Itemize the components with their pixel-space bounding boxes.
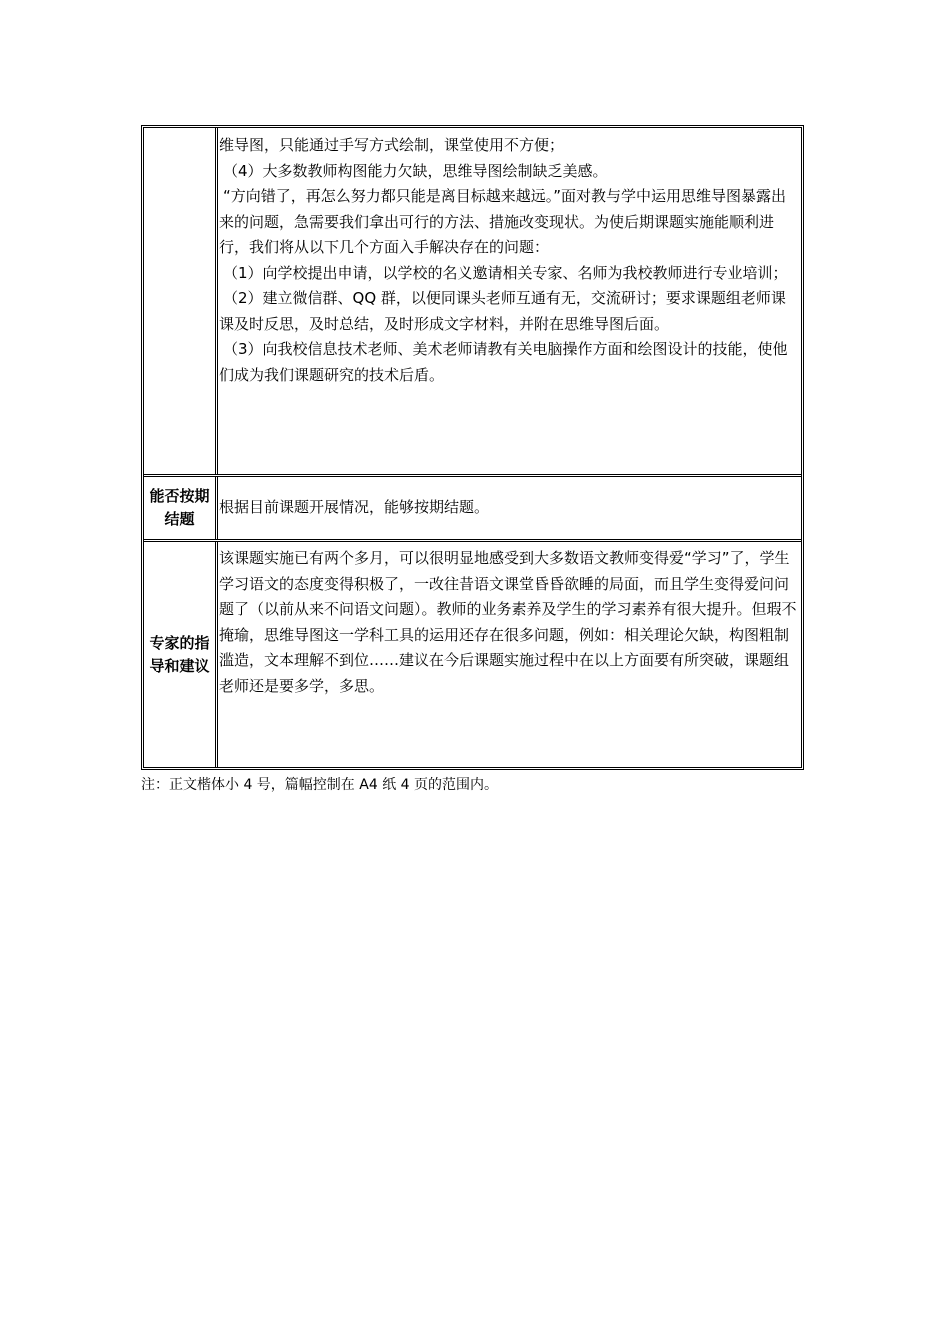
table-row-problems [144, 128, 801, 477]
row-label-empty [144, 128, 218, 474]
on-schedule-text: 根据目前课题开展情况，能够按期结题。 [219, 498, 490, 517]
expert-advice-text: 该课题实施已有两个多月，可以很明显地感受到大多数语文教师变得爱“学习”了，学生学习语文的态度变得积极了，一改往昔语文课堂昏昏欲睡的局面，而且学生变得爱问问题了（以前从来不问语文问题）。教师的业务素养及学生的学习素养有很大提升。但瑕不掩瑜，思维导图这一学科工具的运用还存在很多问题，例如：相关理论欠缺，构图粗制滥造，文本理解不到位……建议在今后课题实施过程中在以上方面要有所突破，课题组老师还是要多学，多思。 [219, 549, 797, 695]
paragraph-quote: “方向错了，再怎么努力都只能是离目标越来越远。”面对教与学中运用思维导图暴露出来的问题，急需要我们拿出可行的方法、措施改变现状。为使后期课题实施能顺利进行，我们将从以下几个方面入手解决存在的问题： [219, 187, 787, 256]
on-schedule-content-cell [218, 477, 801, 539]
row-label-expert-advice: 专家的指导和建议 [144, 542, 218, 767]
table-row-expert-advice [144, 542, 801, 767]
table-row-on-schedule [144, 477, 801, 542]
paragraph-measure-1: （1）向学校提出申请，以学校的名义邀请相关专家、名师为我校教师进行专业培训； [223, 263, 788, 282]
expert-advice-content-cell [218, 542, 801, 767]
problems-content-cell [218, 128, 801, 474]
paragraph-measure-2: （2）建立微信群、QQ 群，以便同课头老师互通有无，交流研讨；要求课题组老师课课及时反思，及时总结，及时形成文字材料，并附在思维导图后面。 [219, 289, 786, 333]
paragraph-continuation: 维导图，只能通过手写方式绘制，课堂使用不方便； [219, 136, 565, 154]
footnote: 注：正文楷体小 4 号，篇幅控制在 A4 纸 4 页的范围内。 [141, 777, 498, 793]
report-table [141, 125, 804, 770]
paragraph-measure-3: （3）向我校信息技术老师、美术老师请教有关电脑操作方面和绘图设计的技能，使他们成为我们课题研究的技术后盾。 [219, 340, 788, 384]
row-label-on-schedule: 能否按期结题 [144, 477, 218, 539]
paragraph-item-4: （4）大多数教师构图能力欠缺，思维导图绘制缺乏美感。 [223, 161, 608, 180]
